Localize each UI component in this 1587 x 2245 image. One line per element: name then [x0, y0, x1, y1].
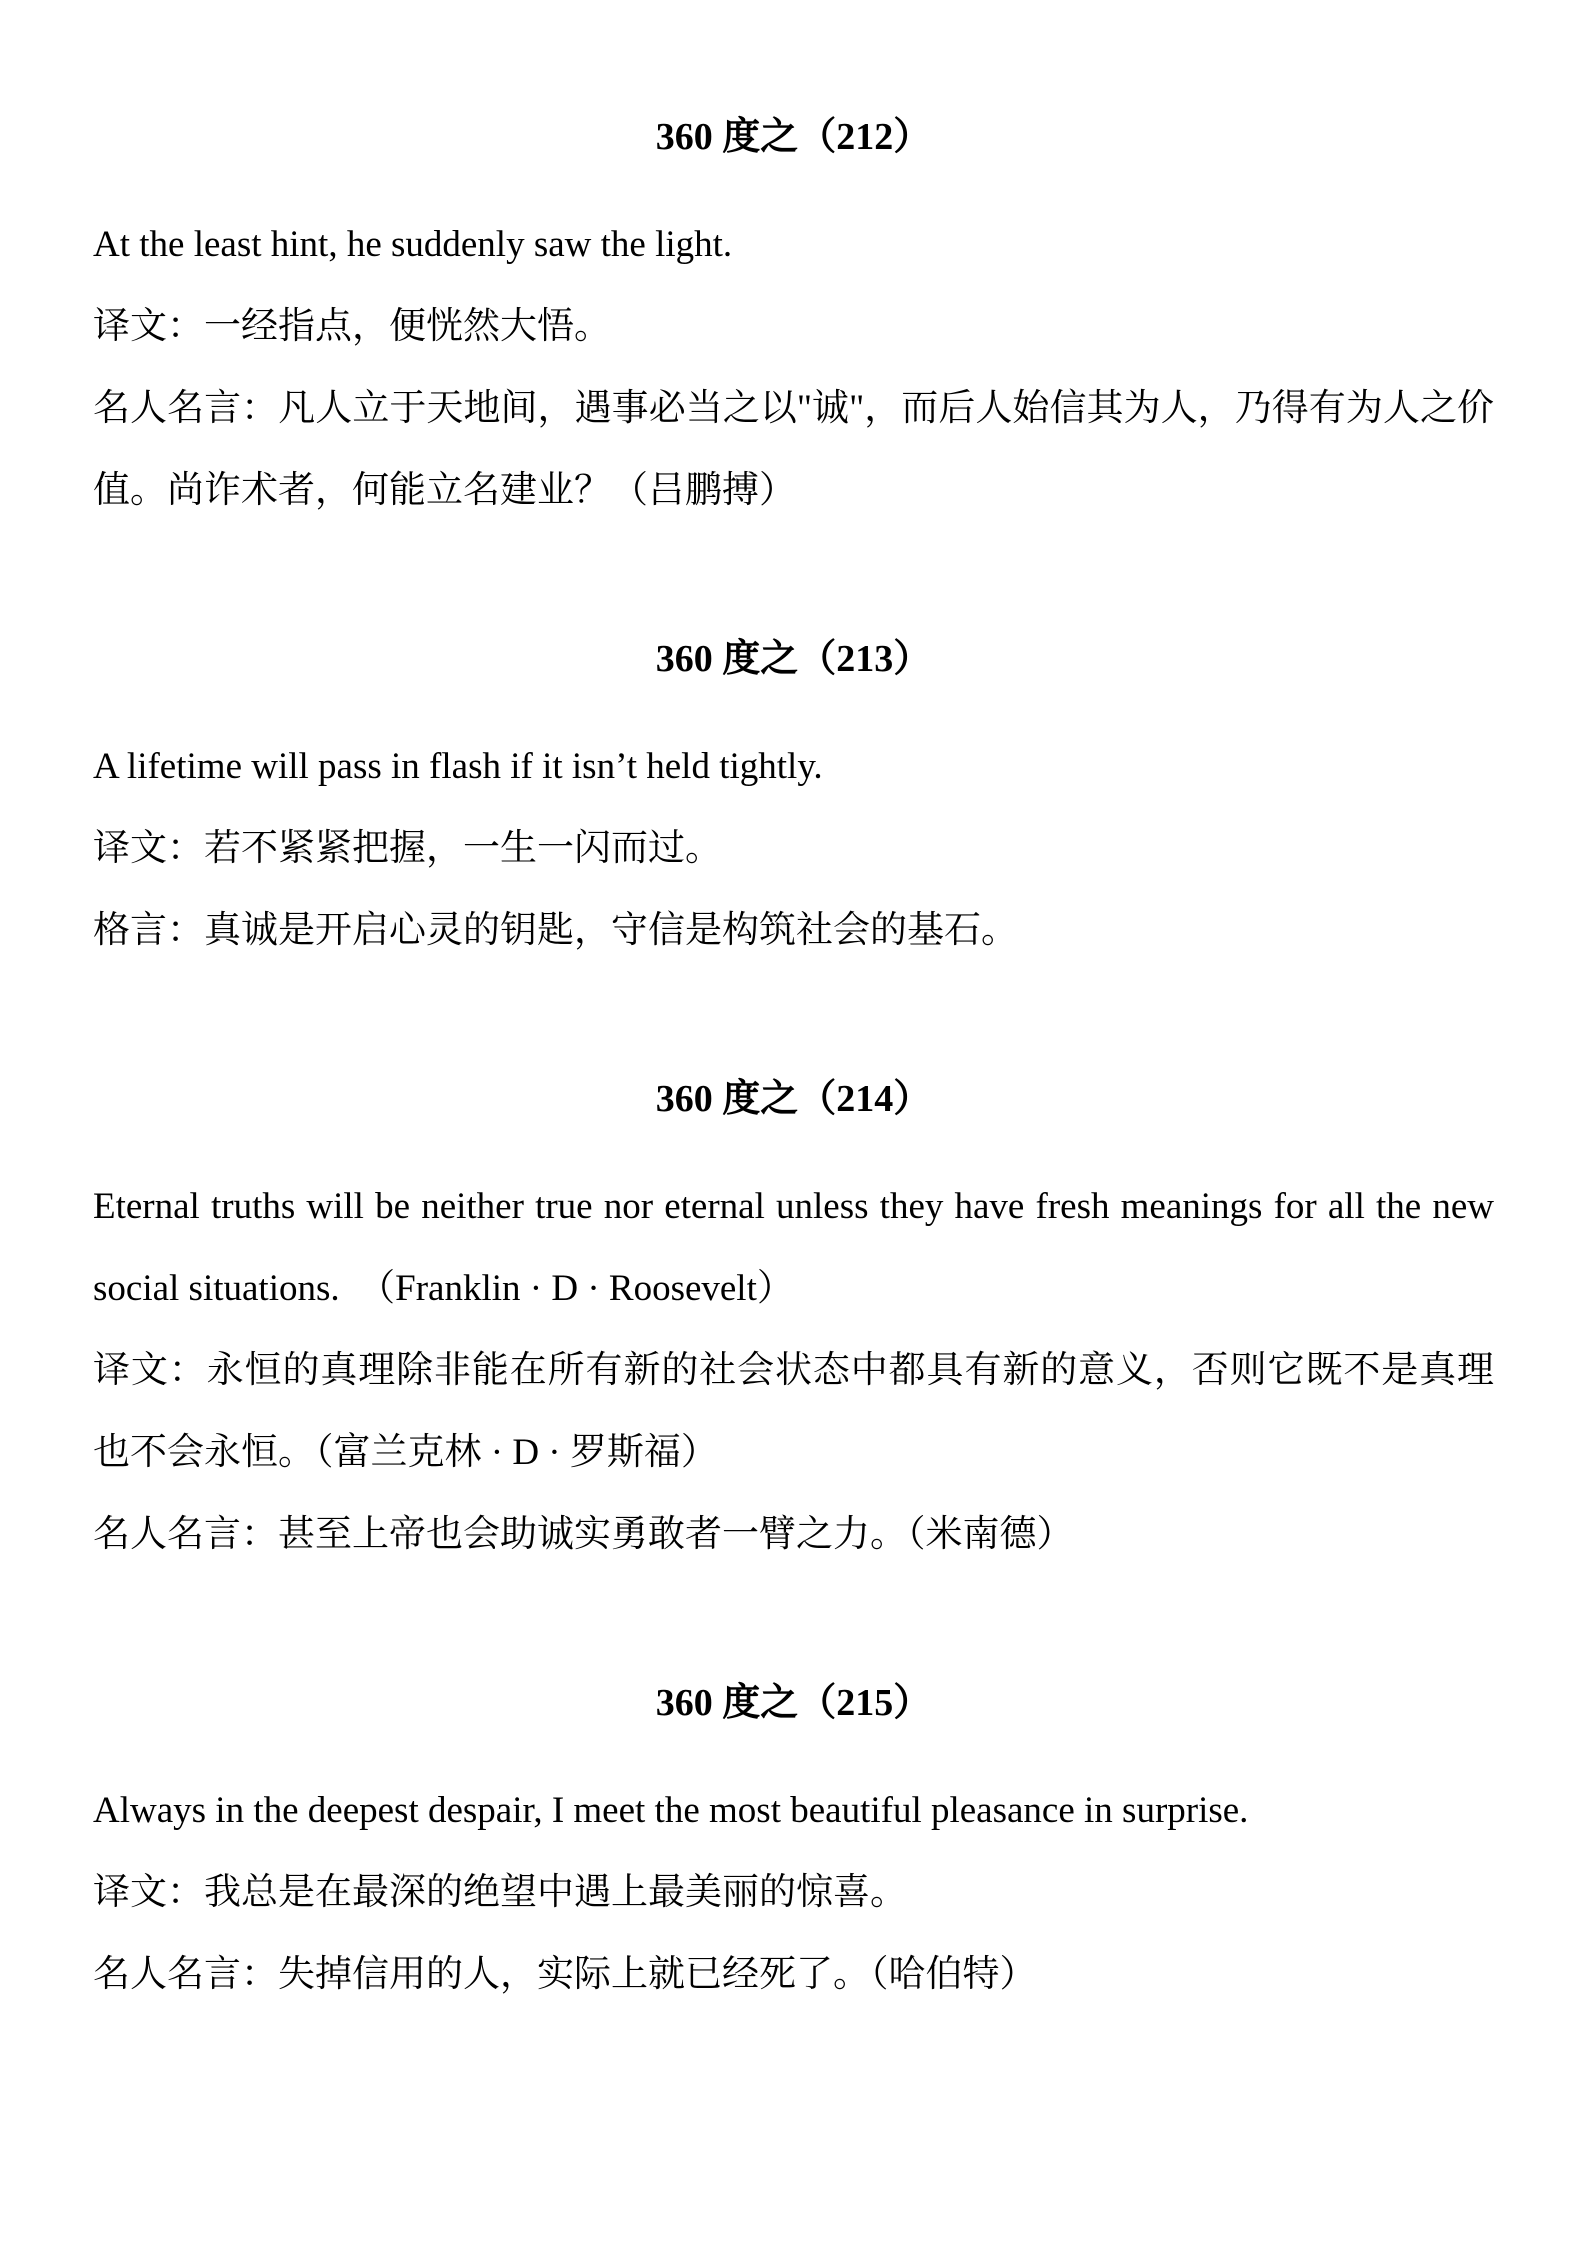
section-212 — [93, 96, 1494, 532]
quote-line: 名人名言：失掉信用的人，实际上就已经死了。（哈伯特） — [93, 1954, 1037, 1995]
quote-line: 名人名言：甚至上帝也会助诚实勇敢者一臂之力。（米南德） — [93, 1514, 1074, 1555]
quote-line: 名人名言：凡人立于天地间，遇事必当之以"诚"，而后人始信其为人，乃得有为人之价值。尚诈术者，何能立名建业？（吕鹏搏） — [93, 388, 1494, 511]
quote-line: 格言：真诚是开启心灵的钥匙，守信是构筑社会的基石。 — [93, 910, 1018, 951]
translation-line: 译文：一经指点，便恍然大悟。 — [93, 306, 611, 347]
english-sentence: Eternal truths will be neither true nor eternal unless they have fresh meanings for all the new social situations. （Franklin · D · Roosevelt） — [93, 1186, 1504, 1309]
section-title: 360 度之（213） — [655, 638, 932, 680]
translation-line: 译文：我总是在最深的绝望中遇上最美丽的惊喜。 — [93, 1872, 907, 1913]
translation-line: 译文：若不紧紧把握，一生一闪而过。 — [93, 828, 722, 869]
english-sentence: At the least hint, he suddenly saw the light. — [93, 224, 733, 265]
section-title: 360 度之（214） — [655, 1078, 932, 1120]
section-title: 360 度之（212） — [655, 116, 932, 158]
english-sentence: A lifetime will pass in flash if it isn’t held tightly. — [93, 746, 823, 787]
english-sentence: Always in the deepest despair, I meet the most beautiful pleasance in surprise. — [93, 1790, 1249, 1831]
section-214 — [93, 1058, 1504, 1576]
section-215 — [93, 1662, 1494, 2016]
translation-line: 译文：永恒的真理除非能在所有新的社会状态中都具有新的意义，否则它既不是真理也不会永恒。（富兰克林 · D · 罗斯福） — [93, 1350, 1494, 1473]
section-title: 360 度之（215） — [655, 1682, 932, 1724]
section-213 — [93, 618, 1494, 972]
